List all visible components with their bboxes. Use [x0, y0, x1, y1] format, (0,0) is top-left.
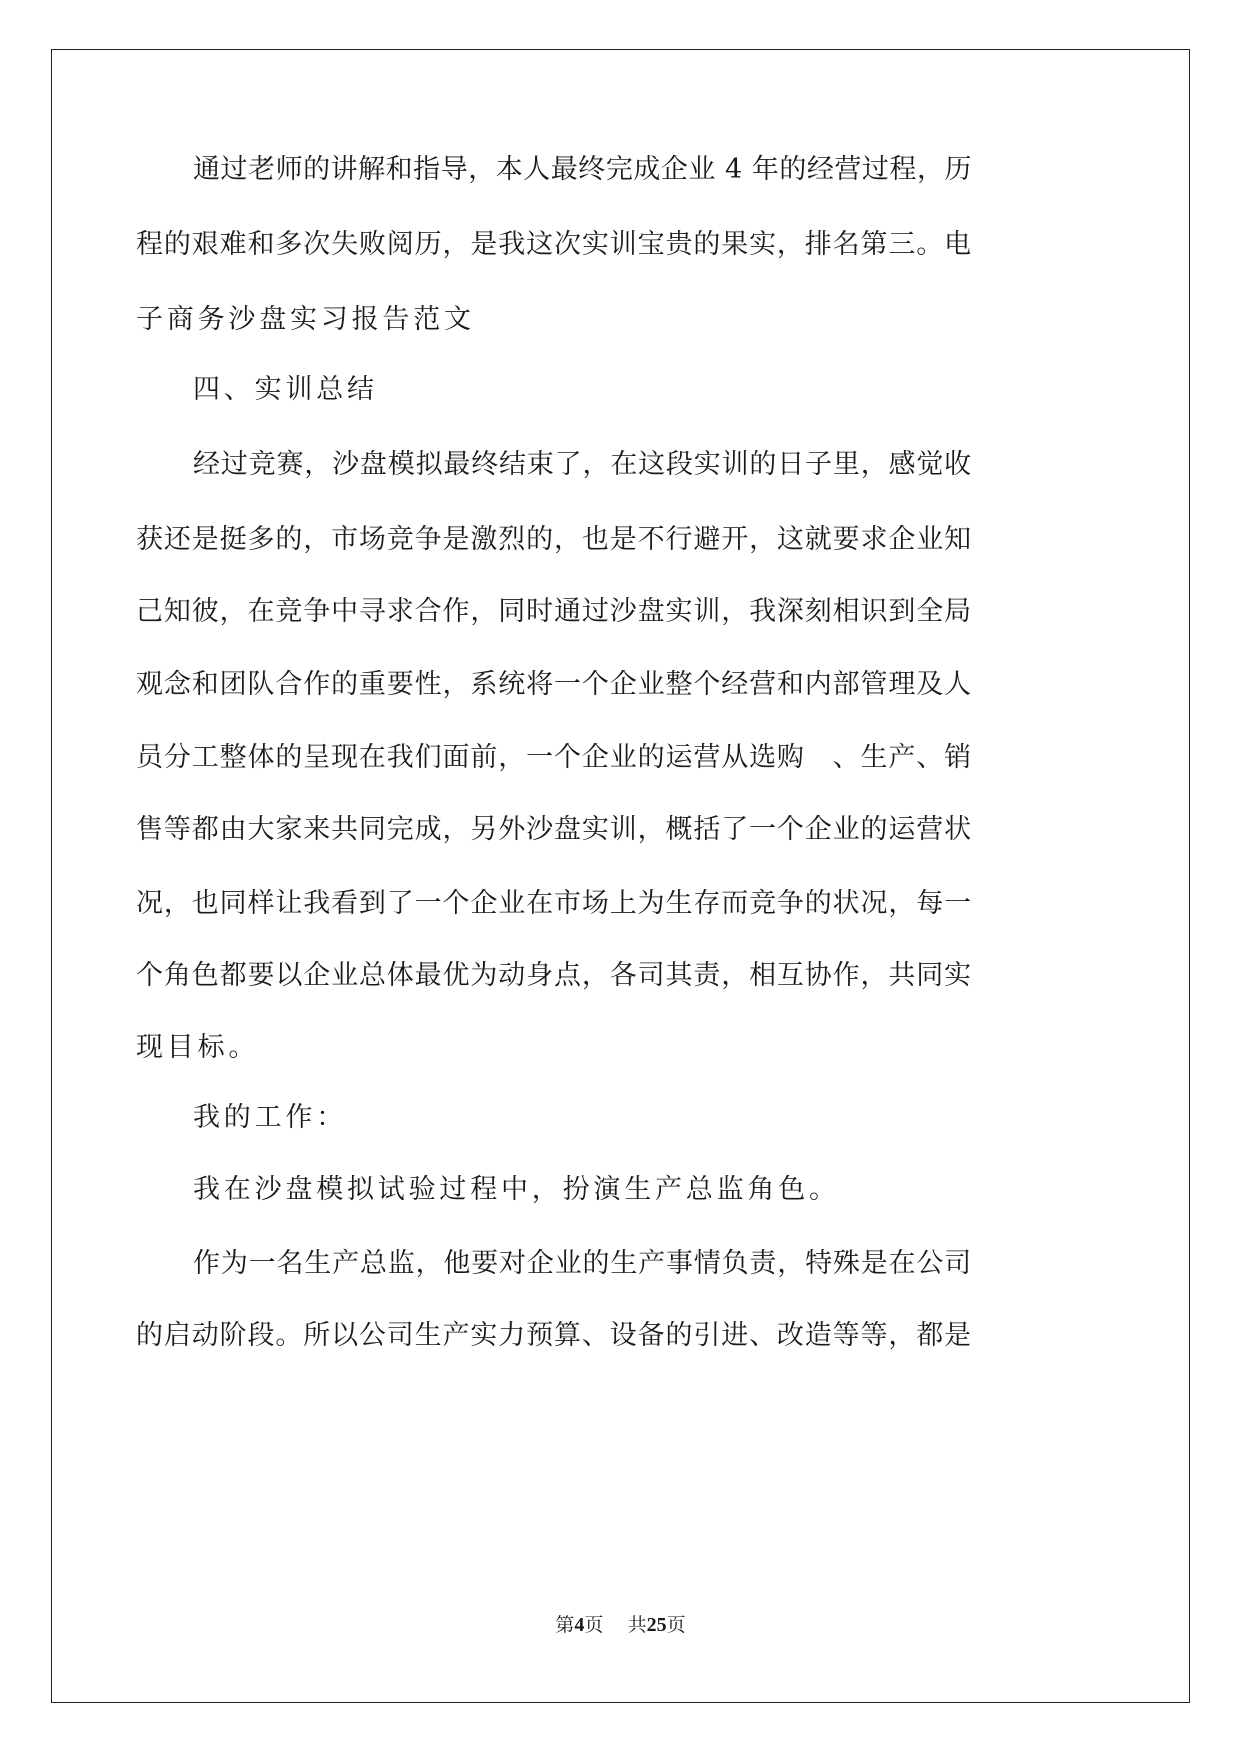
text-line-content: 四、实训总结 — [193, 374, 378, 405]
text-line-content: 程的艰难和多次失败阅历，是我这次实训宝贵的果实，排名第三。电 — [136, 229, 972, 260]
text-line-content: 我的工作： — [193, 1102, 347, 1133]
text-line-content: 作为一名生产总监，他要对企业的生产事情负责，特殊是在公司 — [193, 1248, 972, 1279]
text-line-content: 售等都由大家来共同完成，另外沙盘实训，概括了一个企业的运营状 — [136, 814, 972, 845]
text-line-content: 的启动阶段。所以公司生产实力预算、设备的引进、改造等等，都是 — [136, 1320, 972, 1351]
text-line-content: 况，也同样让我看到了一个企业在市场上为生存而竞争的状况，每一 — [136, 888, 972, 919]
footer-total-prefix: 共 — [627, 1614, 647, 1636]
footer-page-suffix: 页 — [584, 1614, 604, 1636]
text-line-content: 观念和团队合作的重要性，系统将一个企业整个经营和内部管理及人 — [136, 669, 972, 700]
text-line-content: 员分工整体的呈现在我们面前，一个企业的运营从选购 、生产、销 — [136, 742, 972, 773]
text-line-content: 我在沙盘模拟试验过程中，扮演生产总监角色。 — [193, 1174, 840, 1205]
text-line-content: 现目标。 — [136, 1032, 260, 1063]
text-line-content: 己知彼，在竞争中寻求合作，同时通过沙盘实训，我深刻相识到全局 — [136, 596, 972, 627]
footer-total-suffix: 页 — [666, 1614, 686, 1636]
footer-total-pages: 25 — [646, 1614, 667, 1636]
text-line-content: 通过老师的讲解和指导，本人最终完成企业 4 年的经营过程，历 — [193, 154, 972, 185]
text-line-content: 子商务沙盘实习报告范文 — [136, 304, 475, 335]
footer-prefix: 第 — [555, 1614, 575, 1636]
page-footer — [0, 1610, 1241, 1637]
text-line-content: 经过竞赛，沙盘模拟最终结束了，在这段实训的日子里，感觉收 — [193, 449, 972, 480]
footer-page-number: 4 — [574, 1614, 585, 1636]
page-border — [51, 49, 1190, 1703]
text-line-content: 获还是挺多的，市场竞争是激烈的，也是不行避开，这就要求企业知 — [136, 524, 972, 555]
text-line-content: 个角色都要以企业总体最优为动身点，各司其责，相互协作，共同实 — [136, 960, 972, 991]
